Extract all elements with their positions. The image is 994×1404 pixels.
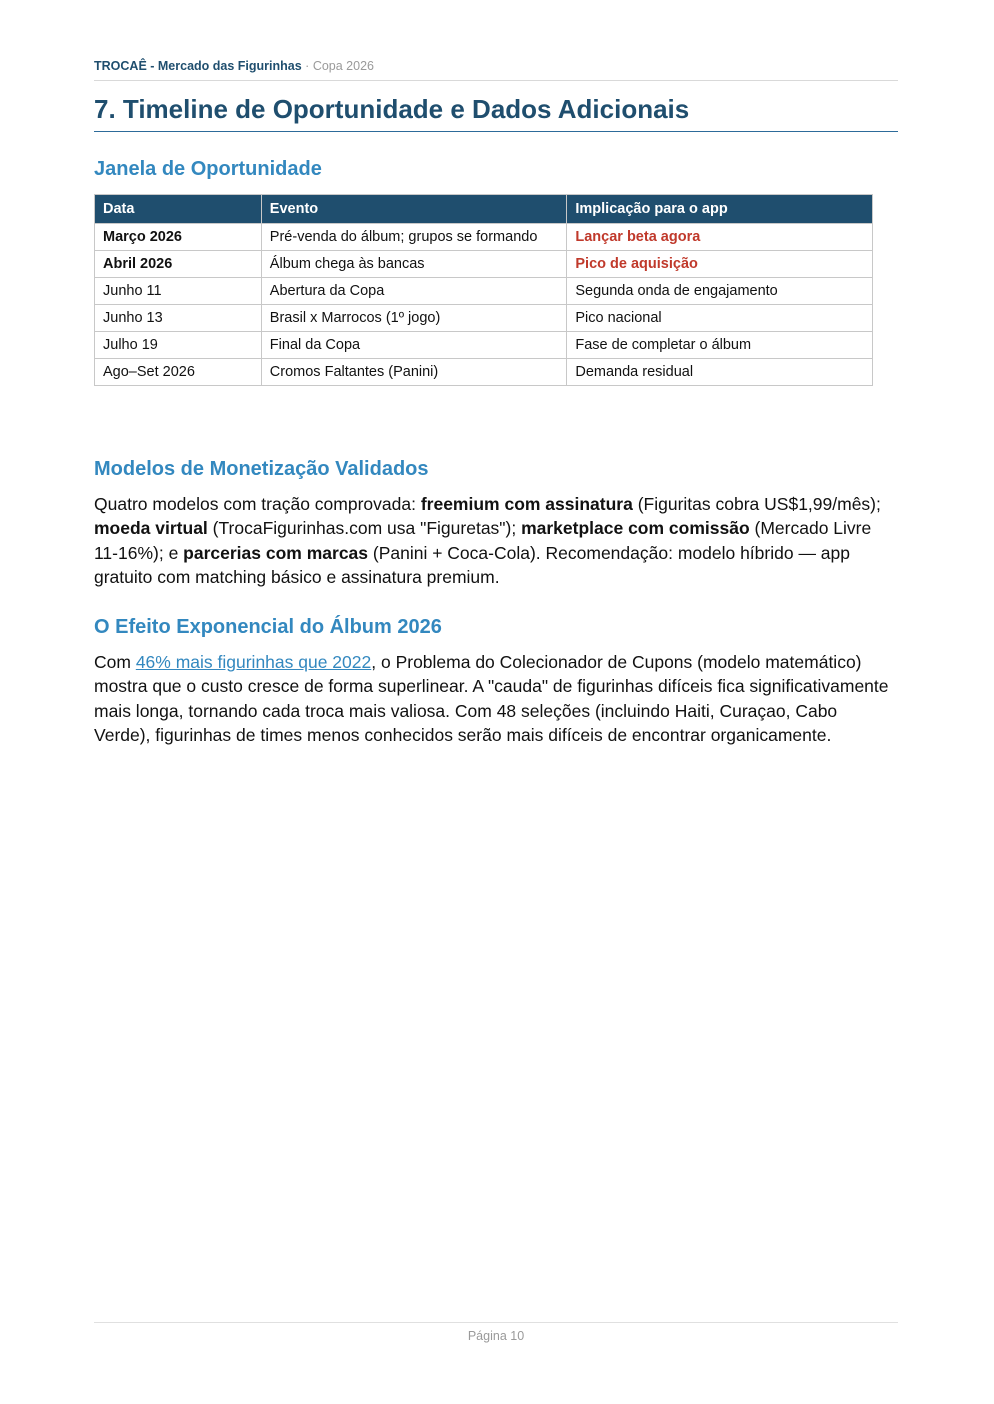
row-date: Junho 11 [95, 278, 262, 305]
exponential-heading: O Efeito Exponencial do Álbum 2026 [94, 616, 442, 638]
table-row [95, 278, 873, 305]
row-implication: Pico nacional [567, 305, 873, 332]
row-event: Abertura da Copa [261, 278, 567, 305]
row-implication: Pico de aquisição [567, 251, 873, 278]
section-title: 7. Timeline de Oportunidade e Dados Adicionais [94, 93, 898, 132]
row-date: Junho 13 [95, 305, 262, 332]
stat-link[interactable]: 46% mais figurinhas que 2022 [135, 652, 372, 672]
emphasis-partnerships: parcerias com marcas [183, 542, 369, 563]
text-run: (Mercado Livre 11-16%); e [94, 518, 872, 563]
column-header-date: Data [95, 195, 262, 224]
emphasis-freemium: freemium com assinatura [420, 494, 633, 514]
column-header-implication: Implicação para o app [567, 195, 873, 224]
monetization-heading: Modelos de Monetização Validados [94, 458, 429, 480]
header-subtitle: Copa 2026 [312, 59, 374, 73]
table-row [95, 359, 873, 386]
row-implication: Fase de completar o álbum [567, 332, 873, 359]
table-header-row [95, 195, 873, 224]
header-separator: · [305, 59, 310, 73]
row-event: Pré-venda do álbum; grupos se formando [261, 224, 567, 251]
document-page [94, 0, 898, 1404]
table-row [95, 224, 873, 251]
text-run: Com [94, 652, 136, 672]
column-header-event: Evento [261, 195, 567, 224]
row-event: Álbum chega às bancas [261, 251, 567, 278]
monetization-paragraph [94, 492, 898, 589]
row-implication: Segunda onda de engajamento [567, 278, 873, 305]
text-run: , o Problema do Colecionador de Cupons (modelo matemático) mostra que o custo cresce de forma superlinear. A "cauda" de figurinhas difíceis fica significativamente mais longa, tornando cada troca mais valiosa. Com 48 seleções (incluindo Haiti, Curaçao, Cabo Verde), figurinhas de times menos conhecidos serão mais difíceis de encontrar organicamente. [94, 652, 889, 745]
page-number: Página 10 [467, 1329, 525, 1343]
row-date: Março 2026 [95, 224, 262, 251]
emphasis-marketplace: marketplace com comissão [521, 518, 750, 539]
row-date: Julho 19 [95, 332, 262, 359]
header-brand: TROCAÊ - Mercado das Figurinhas [94, 59, 302, 73]
row-event: Brasil x Marrocos (1º jogo) [261, 305, 567, 332]
page-footer [94, 1322, 898, 1343]
running-header [94, 58, 898, 81]
row-event: Cromos Faltantes (Panini) [261, 359, 567, 386]
text-run: Quatro modelos com tração comprovada: [94, 494, 421, 514]
text-run: (Figuritas cobra US$1,99/mês); [632, 494, 881, 514]
table-row [95, 332, 873, 359]
row-implication: Lançar beta agora [567, 224, 873, 251]
table-row [95, 305, 873, 332]
text-run: (TrocaFigurinhas.com usa "Figuretas"); [207, 518, 522, 539]
row-date: Abril 2026 [95, 251, 262, 278]
row-date: Ago–Set 2026 [95, 359, 262, 386]
exponential-paragraph [94, 650, 898, 747]
opportunity-table [94, 194, 873, 386]
row-event: Final da Copa [261, 332, 567, 359]
table-row [95, 251, 873, 278]
row-implication: Demanda residual [567, 359, 873, 386]
emphasis-virtual-currency: moeda virtual [94, 518, 208, 539]
opportunity-heading: Janela de Oportunidade [94, 158, 322, 180]
text-run: (Panini + Coca-Cola). Recomendação: modelo híbrido — app gratuito com matching básico e assinatura premium. [94, 542, 851, 587]
